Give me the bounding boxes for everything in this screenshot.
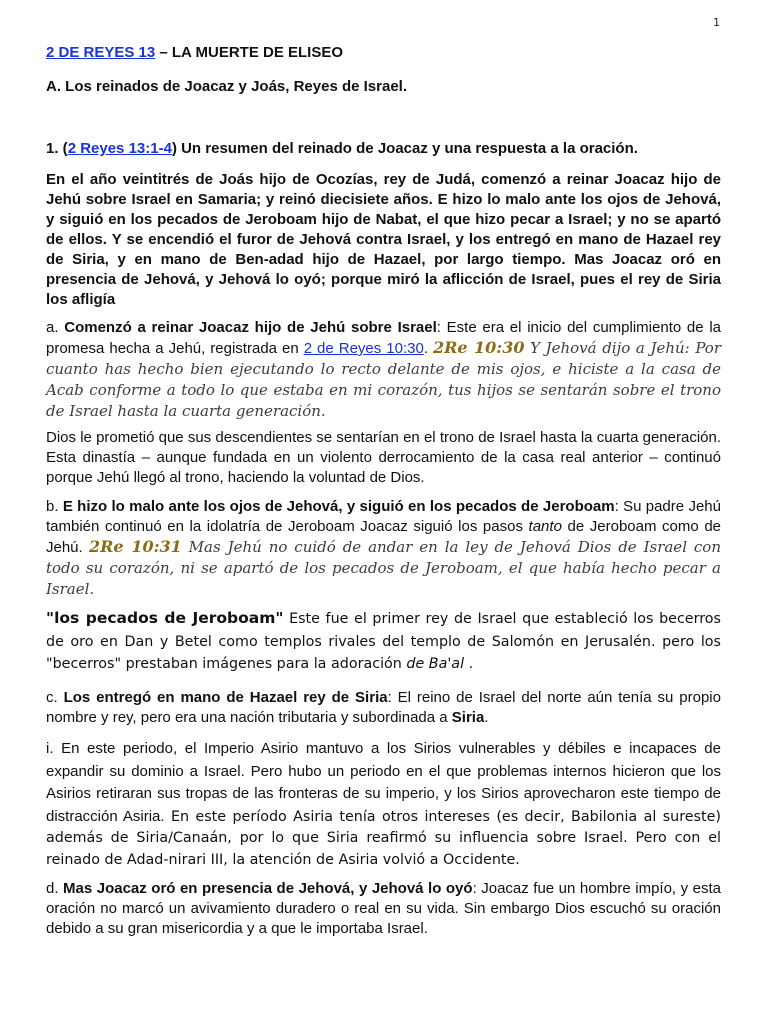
sins-note [46, 607, 721, 676]
point-i-part-3: Pero con el reinado de Adad-nirari III, la atención de Asiria volvió a Occidente. [46, 830, 721, 868]
sins-note-text: Este fue el primer rey de Israel que estableció los becerros de oro en Dan y Betel como templos rivales del templo de Salomón en Jerusalén. pero los "becerros" prestaban imágenes para la adoración [46, 611, 721, 672]
sins-note-italic: de Ba'al [406, 656, 465, 672]
point-a-heading: Comenzó a reinar Joacaz hijo de Jehú sobre Israel [64, 319, 437, 336]
point-b [46, 497, 721, 600]
point-i-part-1: i. En este periodo, el Imperio Asirio mantuvo a los Sirios vulnerables y débiles e incapaces de expandir su dominio a Israel. Pero hubo un periodo en el que problemas internos hicieron que los Asirios retiraran sus tropas de las fronteras de su imperio, y los Sirios aprovecharon este tiempo de distracción Asiria. [46, 740, 721, 825]
point-b-verse-ref: 2Re 10:31 [89, 537, 182, 556]
title-text: – LA MUERTE DE ELISEO [155, 44, 344, 61]
point-a-label: a. [46, 319, 65, 336]
point-i [46, 738, 721, 871]
point-d-heading: Mas Joacaz oró en presencia de Jehová, y Jehová lo oyó [63, 880, 473, 897]
section-subtitle: A. Los reinados de Joacaz y Joás, Reyes de Israel. [46, 78, 408, 95]
sins-note-heading: "los pecados de Jeroboam" [46, 609, 284, 627]
point-b-heading: E hizo lo malo ante los ojos de Jehová, y siguió en los pecados de Jeroboam [62, 498, 615, 515]
point-a-verse-ref: 2Re 10:30 [433, 338, 525, 357]
dynasty-note: Dios le prometió que sus descendientes se sentarían en el trono de Israel hasta la cuarta generación. Esta dinastía – aunque fundada en un violento derrocamiento de la casa real anterior – continuó porque Jehú llegó al trono, haciendo la voluntad de Dios. [46, 429, 721, 486]
point-c-heading: Los entregó en mano de Hazael rey de Siria [63, 689, 388, 706]
point-i-part-2: En este período Asiria tenía otros intereses (es decir, Babilonia al sureste) además de Siria/Canaán, por lo que Siria reafirmó su influencia sobre Israel. [46, 808, 721, 846]
point-b-label: b. [46, 498, 63, 515]
section-reference-link[interactable]: 2 Reyes 13:1-4 [67, 140, 172, 157]
point-b-text: : Su padre Jehú también continuó en la idolatría de Jeroboam Joacaz siguió los pasos [46, 498, 721, 535]
section-heading-1 [46, 140, 638, 157]
point-a-text-2: . [423, 340, 433, 357]
point-a [46, 318, 721, 422]
page-title [46, 44, 343, 61]
point-b-italic: tanto [528, 518, 562, 535]
point-d [46, 879, 721, 939]
sins-note-end: . [464, 656, 474, 672]
point-a-verse: Y Jehová dijo a Jehú: Por cuanto has hecho bien ejecutando lo recto delante de mis ojos, e hiciste a la casa de Acab conforme a todo lo que estaba en mi corazón, tus hijos se sentarán sobre el trono de Israel hasta la cuarta generación. [46, 339, 721, 420]
point-c-bold-end: Siria [451, 709, 485, 726]
point-b-text-2: de Jeroboam como de Jehú. [46, 518, 722, 556]
scripture-passage: En el año veintitrés de Joás hijo de Ocozías, rey de Judá, comenzó a reinar Joacaz hijo de Jehú sobre Israel en Samaria; y reinó diecisiete años. E hizo lo malo ante los ojos de Jehová, y siguió en los pecados de Jeroboam hijo de Nabat, el que hizo pecar a Israel; y no se apartó de ellos. Y se encendió el furor de Jehová contra Israel, y los entregó en mano de Hazael rey de Siria, y en mano de Ben-adad hijo de Hazael, por largo tiempo. Mas Joacaz oró en presencia de Jehová, y Jehová lo oyó; porque miró la aflicción de Israel, pues el rey de Siria los afligía [46, 171, 721, 308]
point-c [46, 688, 721, 728]
point-a-text: : Este era el inicio del cumplimiento de la promesa hecha a Jehú, registrada en [46, 319, 721, 357]
point-d-label: d. [46, 880, 64, 897]
point-c-text: : El reino de Israel del norte aún tenía su propio nombre y rey, pero era una nación tributaria y subordinada a [46, 689, 721, 726]
point-c-end: . [484, 709, 489, 726]
point-a-reference-link[interactable]: 2 de Reyes 10:30 [303, 340, 424, 357]
page-number: 1 [713, 16, 720, 29]
point-c-label: c. [46, 689, 64, 706]
point-d-text: : Joacaz fue un hombre impío, y esta oración no marcó un avivamiento duradero o real en su vida. Sin embargo Dios escuchó su oración debido a su gran misericordia y a que le importaba Israel. [46, 880, 721, 937]
point-b-verse: Mas Jehú no cuidó de andar en la ley de Jehová Dios de Israel con todo su corazón, ni se apartó de los pecados de Jeroboam, el que había hecho pecar a Israel. [46, 538, 721, 598]
section-prefix: 1. ( [46, 140, 68, 157]
section-title: ) Un resumen del reinado de Joacaz y una respuesta a la oración. [171, 140, 638, 157]
title-reference-link[interactable]: 2 DE REYES 13 [46, 44, 156, 61]
